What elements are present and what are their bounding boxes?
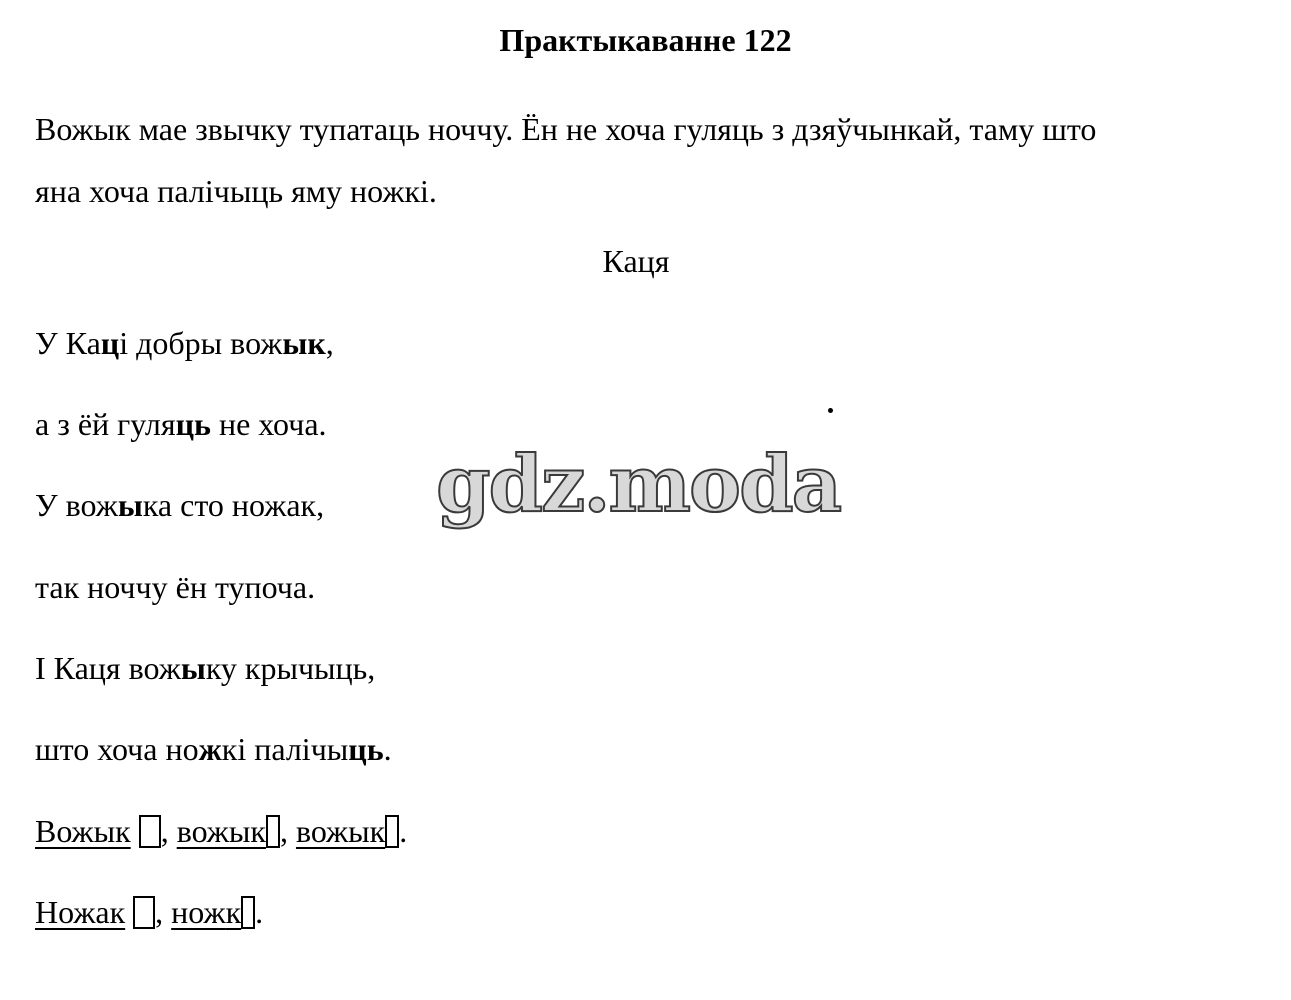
ending-box	[241, 896, 255, 929]
word-stem: вожык	[295, 813, 386, 849]
poem-text: так ноччу ён тупоча.	[35, 569, 316, 605]
poem-text: ку крычыць,	[205, 650, 376, 686]
sentence-end: .	[255, 894, 264, 930]
poem-bold-letter: ык	[282, 325, 326, 361]
zero-ending-box	[139, 815, 161, 848]
poem-text: І Каця вож	[35, 650, 181, 686]
paragraph-line-2: яна хоча палічыць яму ножкі.	[35, 173, 437, 209]
poem-text: што хоча но	[35, 731, 199, 767]
poem-text: ка сто ножак,	[142, 487, 325, 523]
poem-bold-letter: ы	[117, 487, 143, 523]
page-title: Практыкаванне 122	[499, 22, 792, 58]
poem-line-1	[35, 322, 334, 364]
poem-line-2	[35, 403, 327, 445]
poem-line-4	[35, 566, 315, 608]
poem-text: .	[383, 731, 392, 767]
ending-box	[385, 815, 399, 848]
poem-text: і добры вож	[119, 325, 283, 361]
analysis-row-2	[35, 891, 263, 933]
poem-line-3	[35, 484, 324, 526]
poem-title: Каця	[602, 243, 670, 279]
exercise-paragraph	[35, 98, 1265, 222]
paragraph-line-1: Вожык мае звычку тупатаць ноччу. Ён не хоча гуляць з дзяўчынкай, таму што	[35, 111, 1097, 147]
poem-text: У вож	[35, 487, 118, 523]
poem-text: не хоча.	[210, 406, 327, 442]
word-stem: вожык	[176, 813, 266, 849]
poem-text: кі палічы	[221, 731, 349, 767]
word-nozhki	[171, 894, 255, 930]
word-nozhak: Ножак	[35, 894, 126, 930]
poem-line-6	[35, 728, 392, 770]
separator: ,	[279, 813, 288, 849]
poem-bold-letter: ць	[348, 731, 384, 767]
separator: ,	[160, 813, 169, 849]
word-suffix: к	[225, 894, 242, 930]
poem-text: а з ёй гуля	[35, 406, 176, 442]
poem-bold-letter: ы	[180, 650, 206, 686]
poem-bold-letter: ж	[198, 731, 222, 767]
sentence-end: .	[399, 813, 408, 849]
word-vozhyka	[177, 813, 280, 849]
poem-text: ,	[325, 325, 334, 361]
poem-bold-letter: ц	[100, 325, 120, 361]
separator: ,	[155, 894, 164, 930]
poem-text: У Ка	[35, 325, 101, 361]
poem-bold-letter: ць	[175, 406, 211, 442]
word-vozhyku	[296, 813, 399, 849]
ending-box	[266, 815, 280, 848]
word-vozhyk: Вожык	[35, 813, 131, 849]
word-stem: нож	[171, 894, 226, 930]
zero-ending-box	[133, 896, 155, 929]
poem-line-5	[35, 647, 375, 689]
analysis-row-1	[35, 810, 407, 852]
stray-dot	[828, 408, 833, 413]
watermark-logo: gdz.moda	[436, 439, 841, 530]
